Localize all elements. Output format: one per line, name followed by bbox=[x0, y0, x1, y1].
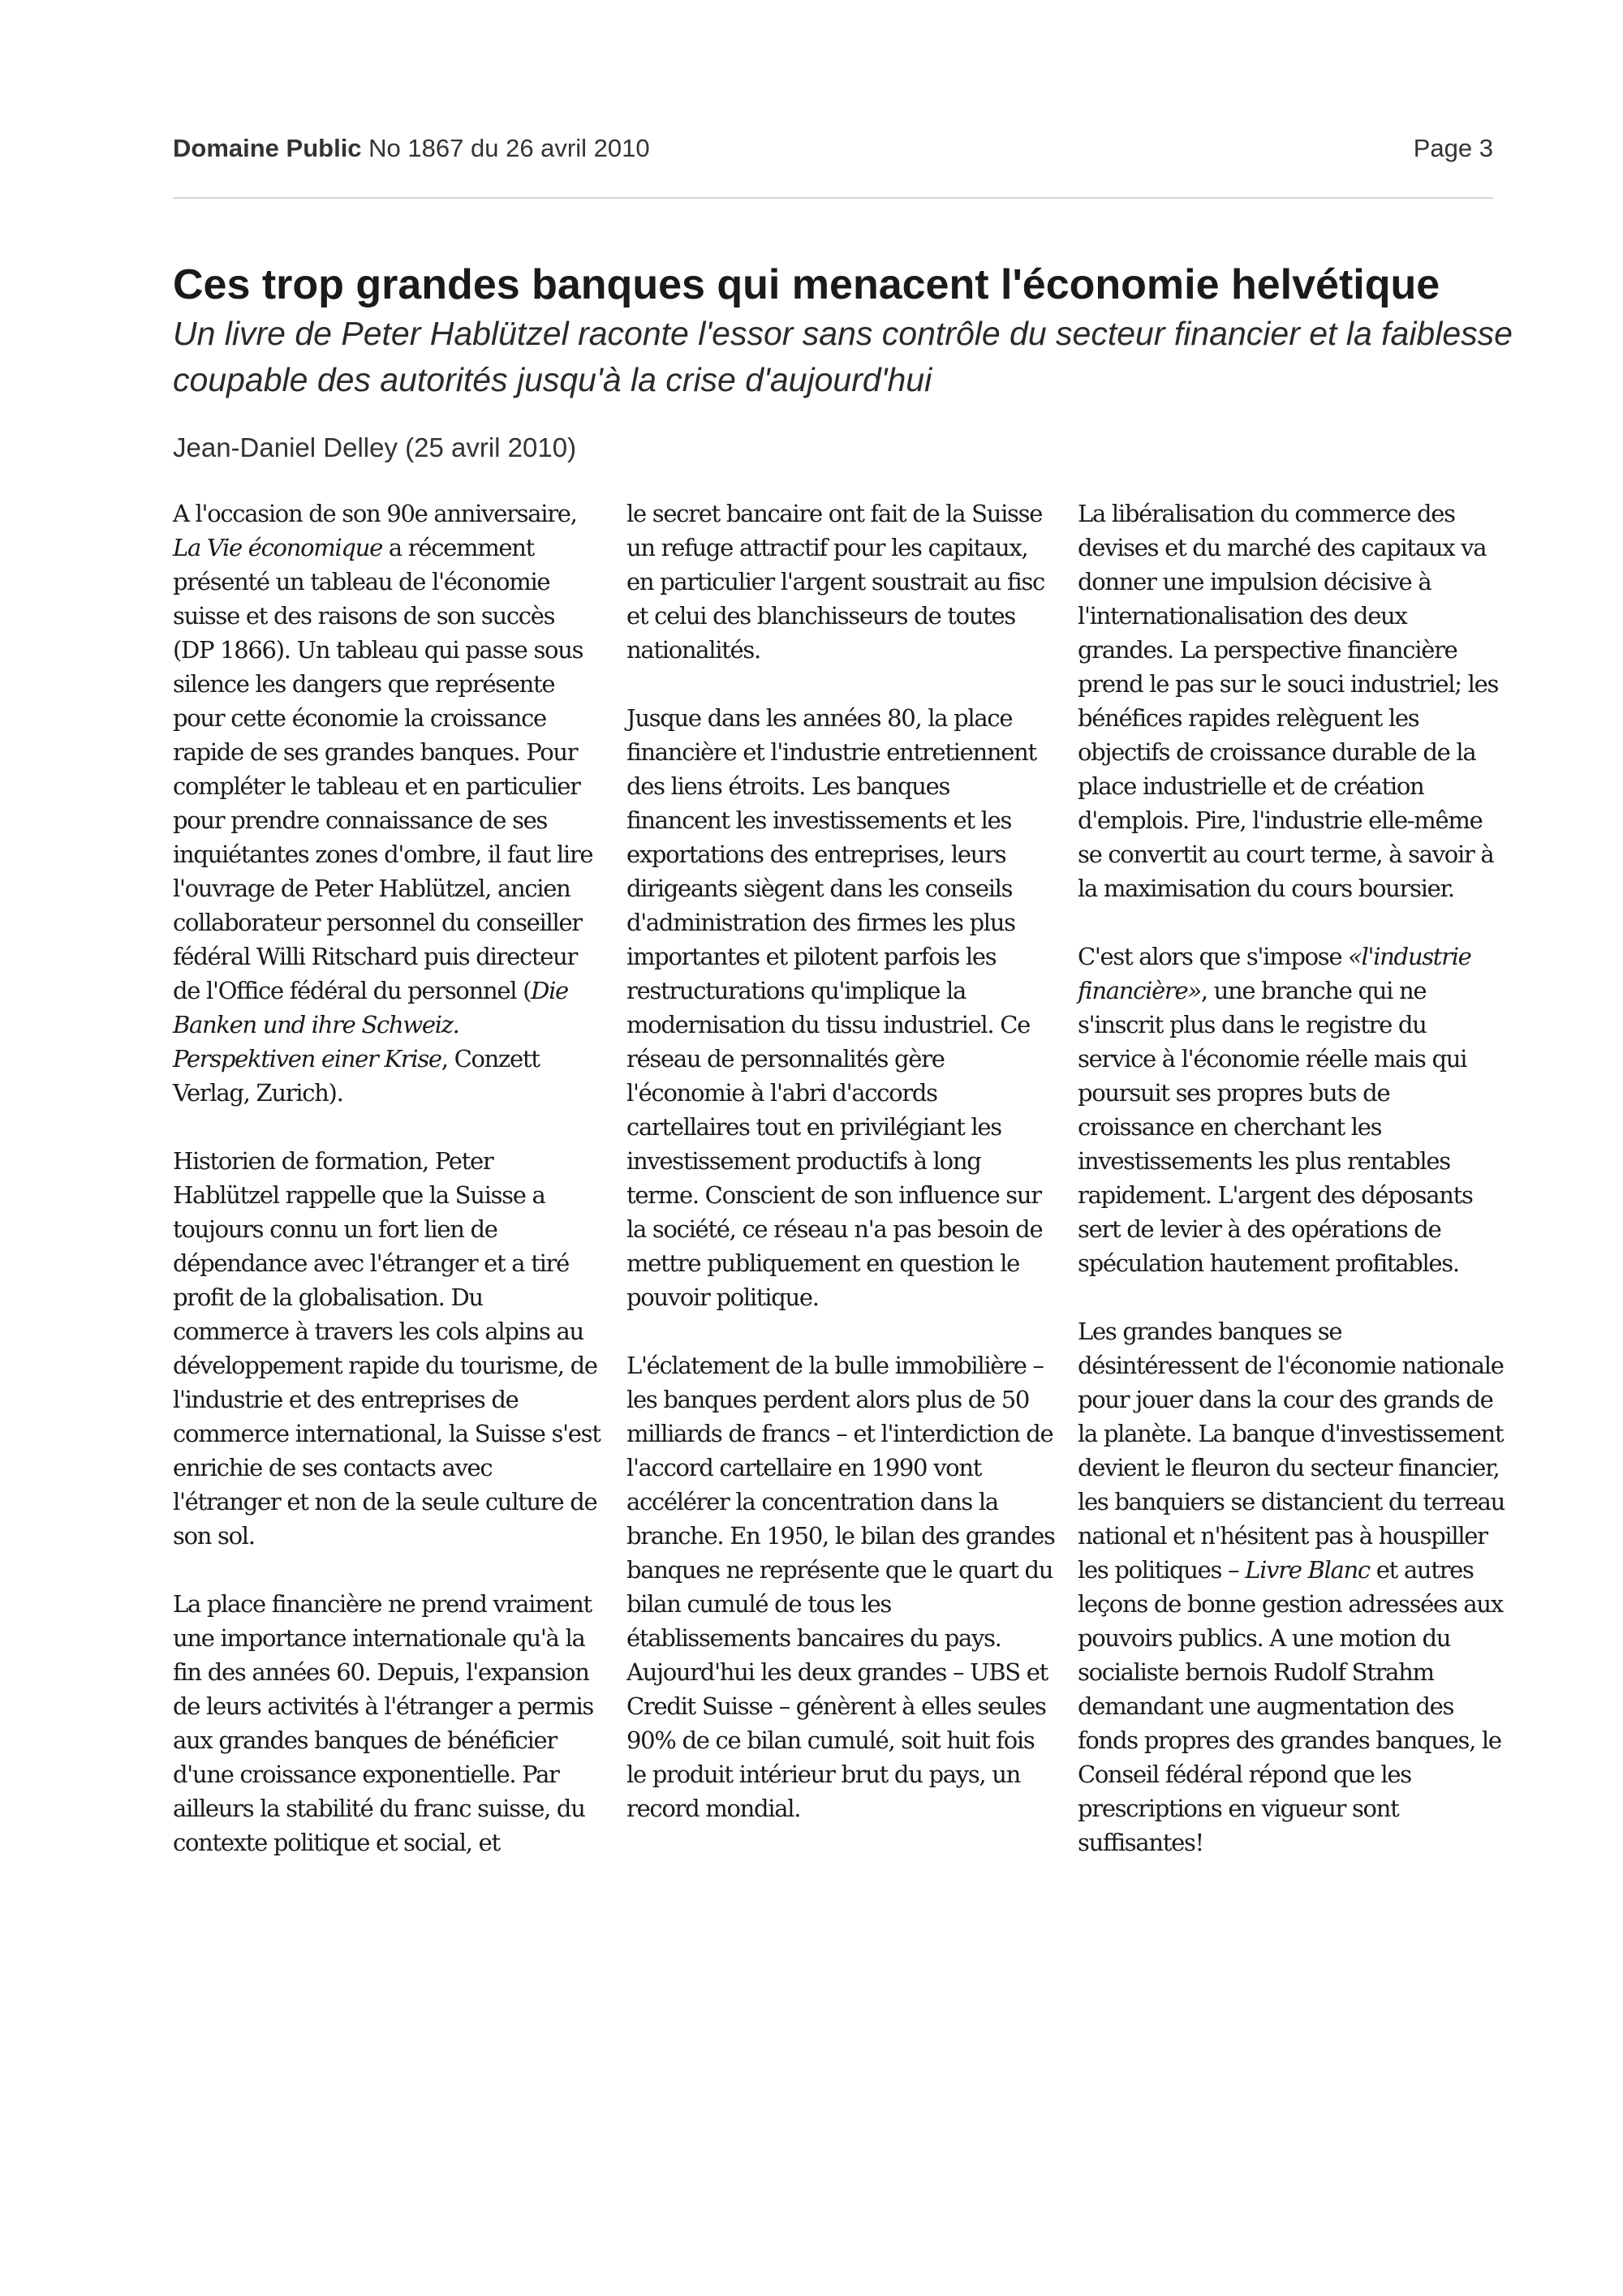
article-column-1 bbox=[173, 497, 601, 1894]
paragraph: C'est alors que s'impose «l'industrie financière», une branche qui ne s'inscrit plus dans le registre du service à l'économie réelle mais qui poursuit ses propres buts de croissance en cherchant les investissements les plus rentables rapidement. L'argent des déposants sert de levier à des opérations de spéculation hautement profitables. bbox=[1078, 943, 1473, 1277]
article-column-3 bbox=[1078, 497, 1506, 1894]
paragraph: Historien de formation, Peter Hablützel rappelle que la Suisse a toujours connu un fort lien de dépendance avec l'étranger et a tiré profit de la globalisation. Du commerce à travers les cols alpins au développement rapide du tourisme, de l'industrie et des entreprises de commerce international, la Suisse s'est enrichie de ses contacts avec l'étranger et non de la seule culture de son sol. bbox=[173, 1147, 601, 1550]
paragraph: le secret bancaire ont fait de la Suisse un refuge attractif pour les capitaux, en particulier l'argent soustrait au fisc et celui des blanchisseurs de toutes nationalités. bbox=[626, 500, 1044, 664]
page-header bbox=[173, 134, 1493, 170]
book-title: Die Banken und ihre Schweiz. Perspektiven einer Krise bbox=[173, 977, 568, 1073]
article-subtitle: Un livre de Peter Hablützel raconte l'essor sans contrôle du secteur financier et la faiblesse coupable des autorités jusqu'à la crise d'aujourd'hui bbox=[173, 315, 1513, 398]
paragraph: La place financière ne prend vraiment une importance internationale qu'à la fin des années 60. Depuis, l'expansion de leurs activités à l'étranger a permis aux grandes banques de bénéficier d'une croissance exponentielle. Par ailleurs la stabilité du franc suisse, du contexte politique et social, et bbox=[173, 1590, 594, 1856]
magazine-title: La Vie économique bbox=[173, 534, 382, 561]
article-column-2 bbox=[626, 497, 1055, 1860]
quoted-term: «l'industrie financière» bbox=[1078, 943, 1471, 1004]
document-title: Livre Blanc bbox=[1245, 1556, 1370, 1584]
page-number: Page 3 bbox=[1413, 134, 1493, 162]
header-divider bbox=[173, 197, 1493, 199]
paragraph: Jusque dans les années 80, la place financière et l'industrie entretiennent des liens étroits. Les banques financent les investissements et les exportations des entreprises, leurs dirigeants siègent dans les conseils d'administration des firmes les plus importantes et pilotent parfois les restructurations qu'implique la modernisation du tissu industriel. Ce réseau de personnalités gère l'économie à l'abri d'accords cartellaires tout en privilégiant les investissement productifs à long terme. Conscient de son influence sur la société, ce réseau n'a pas besoin de mettre publiquement en question le pouvoir politique. bbox=[626, 704, 1043, 1311]
article-title: Ces trop grandes banques qui menacent l'économie helvétique bbox=[173, 261, 1440, 308]
article-byline: Jean-Daniel Delley (25 avril 2010) bbox=[173, 432, 577, 462]
issue-info: No 1867 du 26 avril 2010 bbox=[368, 134, 650, 162]
paragraph: A l'occasion de son 90e anniversaire, La Vie économique a récemment présenté un tableau de l'économie suisse et des raisons de son succès (DP 1866). Un tableau qui passe sous silence les dangers que représente pour cette économie la croissance rapide de ses grandes banques. Pour compléter le tableau et en particulier pour prendre connaissance de ses inquiétantes zones d'ombre, il faut lire l'ouvrage de Peter Hablützel, ancien collaborateur personnel du conseiller fédéral Willi Ritschard puis directeur de l'Office fédéral du personnel (Die Banken und ihre Schweiz. Perspektiven einer Krise, Conzett Verlag, Zurich). bbox=[173, 500, 593, 1107]
paragraph: Les grandes banques se désintéressent de l'économie nationale pour jouer dans la cour des grands de la planète. La banque d'investissement devient le fleuron du secteur financier, les banquiers se distancient du terreau national et n'hésitent pas à houspiller les politiques – Livre Blanc et autres leçons de bonne gestion adressées aux pouvoirs publics. A une motion du socialiste bernois Rudolf Strahm demandant une augmentation des fonds propres des grandes banques, le Conseil fédéral répond que les prescriptions en vigueur sont suffisantes! bbox=[1078, 1318, 1505, 1856]
publication-name: Domaine Public bbox=[173, 134, 362, 162]
paragraph: La libéralisation du commerce des devises et du marché des capitaux va donner une impulsion décisive à l'internationalisation des deux grandes. La perspective financière prend le pas sur le souci industriel; les bénéfices rapides relèguent les objectifs de croissance durable de la place industrielle et de création d'emplois. Pire, l'industrie elle-même se convertit au court terme, à savoir à la maximisation du cours boursier. bbox=[1078, 500, 1499, 902]
paragraph: L'éclatement de la bulle immobilière – les banques perdent alors plus de 50 milliards de francs – et l'interdiction de l'accord cartellaire en 1990 vont accélérer la concentration dans la branche. En 1950, le bilan des grandes banques ne représente que le quart du bilan cumulé de tous les établissements bancaires du pays. Aujourd'hui les deux grandes – UBS et Credit Suisse – génèrent à elles seules 90% de ce bilan cumulé, soit huit fois le produit intérieur brut du pays, un record mondial. bbox=[626, 1352, 1055, 1822]
